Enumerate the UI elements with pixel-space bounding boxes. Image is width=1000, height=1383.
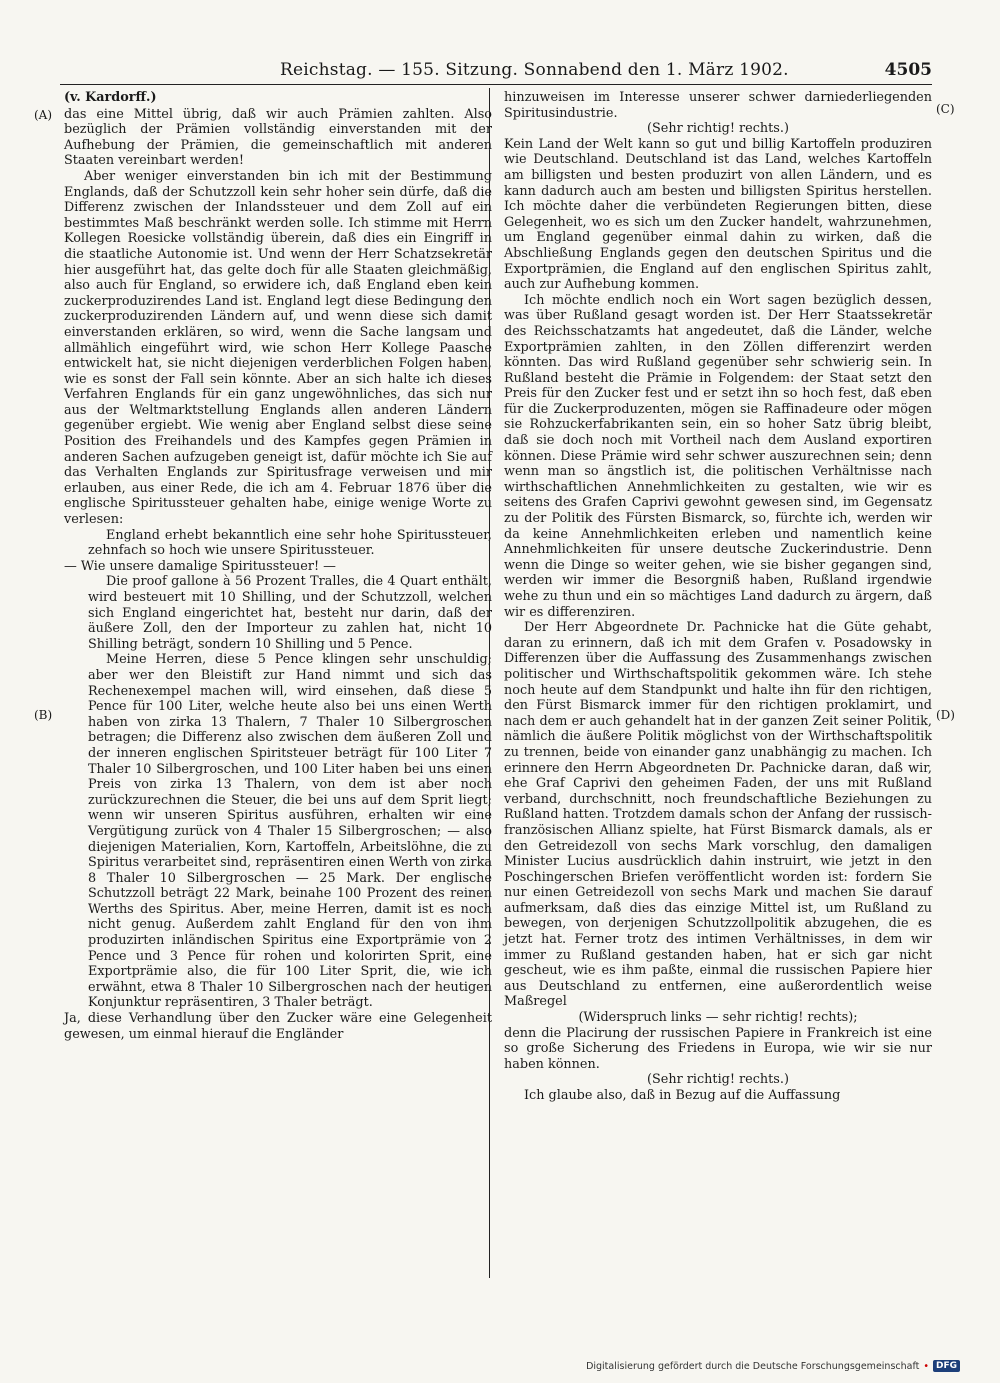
footer-text: Digitalisierung gefördert durch die Deutsche Forschungsgemeinschaft	[586, 1360, 920, 1372]
margin-marker-b: (B)	[34, 708, 53, 722]
dfg-logo: DFG	[933, 1360, 960, 1372]
footer-credit	[586, 1360, 960, 1372]
remark: (Widerspruch links — sehr richtig! rechts);	[578, 1010, 858, 1026]
right-column	[504, 90, 932, 1104]
page-title: Reichstag. — 155. Sitzung. Sonnabend den 1. März 1902.	[280, 60, 789, 80]
remark: (Sehr richtig! rechts.)	[647, 121, 789, 137]
paragraph: Kein Land der Welt kann so gut und billig Kartoffeln produziren wie Deutschland. Deutschland ist das Land, welches Kartoffeln am billigsten und besten produzirt von allen Ländern, und es kann dadurch auch am besten und billigsten Spiritus herstellen. Ich möchte daher die verbündeten Regierungen bitten, diese Gelegenheit, wo es sich um den Zucker handelt, wahrzunehmen, um England gegenüber einmal dahin zu wirken, daß die Abschließung Englands gegen den deutschen Spiritus und die Exportprämien, die England auf den englischen Spiritus zahlt, auch zur Aufhebung kommen.	[504, 136, 932, 293]
paragraph: Ich glaube also, daß in Bezug auf die Auffassung	[524, 1088, 841, 1103]
page-header	[60, 60, 932, 84]
remark: (Sehr richtig! rechts.)	[647, 1072, 789, 1088]
paragraph: Ja, diese Verhandlung über den Zucker wäre eine Gelegenheit gewesen, um einmal hierauf die Engländer	[64, 1011, 492, 1042]
paragraph: Ich möchte endlich noch ein Wort sagen bezüglich dessen, was über Rußland gesagt worden ist. Der Herr Staatssekretär des Reichsschatzamts hat angedeutet, daß die Länder, welche Exportprämien zahlten, in den Zöllen differenzirt werden könnten. Das wird Rußland gegenüber sehr schwierig sein. In Rußland besteht die Prämie in Folgendem: der Staat setzt den Preis für den Zucker fest und er setzt ihn so hoch fest, daß eben für die Zuckerproduzenten, mögen sie Raffinadeure oder mögen sie Rohzuckerfabrikanten sein, ein so hoher Satz übrig bleibt, daß sie doch noch mit Vortheil nach dem Ausland exportiren können. Diese Prämie wird sehr schwer auszurechnen sein; denn wenn man so ängstlich ist, die politischen Verhältnisse nach wirthschaftlichen Annehmlichkeiten zu gestalten, wie wir es seitens des Grafen Caprivi gewohnt gewesen sind, im Gegensatz zu der Politik des Fürsten Bismarck, so, fürchte ich, werden wir da keine Annehmlichkeiten erleben und namentlich keine Annehmlichkeiten für unsere deutsche Zuckerindustrie. Denn wenn die Dinge so weiter gehen, wie sie bisher gegangen sind, werden wir immer die Besorgniß haben, Rußland irgendwie wehe zu thun und ein so mächtiges Land dadurch zu ärgern, daß wir es differenziren.	[504, 292, 932, 620]
paragraph: denn die Placirung der russischen Papiere in Frankreich ist eine so große Sicherung des Friedens in Europa, wie wir sie nur haben können.	[504, 1025, 932, 1072]
paragraph: hinzuweisen im Interesse unserer schwer darniederliegenden Spiritusindustrie.	[504, 90, 932, 121]
page-number: 4505	[884, 60, 932, 80]
margin-marker-d: (D)	[936, 708, 955, 722]
header-rule	[60, 84, 932, 85]
margin-marker-c: (C)	[936, 102, 955, 116]
separator-dot: •	[923, 1360, 929, 1372]
margin-marker-a: (A)	[34, 108, 53, 122]
interjection: — Wie unsere damalige Spiritussteuer! —	[64, 558, 336, 574]
speaker-label: (v. Kardorff.)	[64, 90, 157, 105]
left-column	[64, 90, 492, 1042]
quotation: Meine Herren, diese 5 Pence klingen sehr unschuldig; aber wer den Bleistift zur Hand nimmt und sich das Rechenexempel machen will, wird einsehen, daß diese 5 Pence für 100 Liter, welche heute also bei uns einen Werth haben von zirka 13 Thalern, 7 Thaler 10 Silbergroschen betragen; die Differenz also zwischen dem äußeren Zoll und der inneren englischen Spiritsteuer beträgt für 100 Liter 7 Thaler 10 Silbergroschen, und 100 Liter haben bei uns einen Preis von zirka 13 Thalern, von dem ist aber noch zurückzurechnen die Steuer, die bei uns auf dem Sprit liegt; wenn wir unseren Spiritus ausführen, erhalten wir eine Vergütigung zurück von 4 Thaler 15 Silbergroschen; — also diejenigen Materialien, Korn, Kartoffeln, Arbeitslöhne, die zu Spiritus verarbeitet sind, repräsentiren einen Werth von zirka 8 Thaler 10 Silbergroschen — 25 Mark. Der englische Schutzzoll beträgt 22 Mark, beinahe 100 Prozent des reinen Werths des Spiritus. Aber, meine Herren, damit ist es noch nicht genug. Außerdem zahlt England für den von ihm produzirten inländischen Spiritus eine Exportprämie von 2 Pence und 3 Pence für rohen und kolorirten Sprit, eine Exportprämie also, die für 100 Liter Sprit, die, wie ich erwähnt, etwa 8 Thaler 10 Silbergroschen nach der heutigen Konjunktur repräsentiren, 3 Thaler beträgt.	[88, 652, 492, 1011]
paragraph: Aber weniger einverstanden bin ich mit der Bestimmung Englands, daß der Schutzzoll kein sehr hoher sein dürfe, daß die Differenz zwischen der Inlandssteuer und dem Zoll auf ein bestimmtes Maß beschränkt werden solle. Ich stimme mit Herrn Kollegen Roesicke vollständig überein, daß dies ein Eingriff in die staatliche Autonomie ist. Und wenn der Herr Schatzsekretär hier ausgeführt hat, das gelte doch für alle Staaten gleichmäßig, also auch für England, so erwidere ich, daß England eben kein zuckerproduzirendes Land ist. England legt diese Bedingung den zuckerproduzirenden Ländern auf, und wenn diese sich damit einverstanden erklären, so wird, wenn die Sache langsam und allmählich eingeführt wird, wie schon Herr Kollege Paasche entwickelt hat, sie nicht diejenigen verderblichen Folgen haben, wie es sonst der Fall sein könnte. Aber an sich halte ich dieses Verfahren Englands für ein ganz ungewöhnliches, das sich nur aus der Weltmarktstellung Englands allen anderen Ländern gegenüber ergiebt. Wie wenig aber England selbst diese seine Position des Freihandels und des Kampfes gegen Prämien in anderen Sachen aufzugeben geneigt ist, dafür möchte ich Sie auf das Verhalten Englands zur Spiritusfrage verweisen und mir erlauben, aus einer Rede, die ich am 4. Februar 1876 über die englische Spiritussteuer gehalten habe, einige wenige Worte zu verlesen:	[64, 168, 492, 528]
quotation: England erhebt bekanntlich eine sehr hohe Spiritussteuer, zehnfach so hoch wie unsere Spiritussteuer.	[88, 527, 492, 559]
paragraph: Der Herr Abgeordnete Dr. Pachnicke hat die Güte gehabt, daran zu erinnern, daß ich mit dem Grafen v. Posadowsky in Differenzen über die Auffassung des Zusammenhangs zwischen politischer und Wirthschaftspolitik gekommen wäre. Ich stehe noch heute auf dem Standpunkt und halte ihn für den richtigen, den Fürst Bismarck immer für den richtigen proklamirt, und nach dem er auch gehandelt hat in der ganzen Zeit seiner Politik, nämlich die äußere Politik möglichst von der Wirthschaftspolitik zu trennen, beide von einander ganz unabhängig zu machen. Ich erinnere den Herrn Abgeordneten Dr. Pachnicke daran, daß wir, ehe Graf Caprivi den geheimen Faden, der uns mit Rußland verband, durchschnitt, noch freundschaftliche Beziehungen zu Rußland hatten. Trotzdem damals schon der Anfang der russisch-französischen Allianz spielte, hat Fürst Bismarck damals, als er den Getreidezoll von sechs Mark vorschlug, den damaligen Minister Lucius ausdrücklich dahin instruirt, wie jetzt in den Poschingerschen Briefen veröffentlicht worden ist: fordern Sie nur einen Getreidezoll von sechs Mark und machen Sie darauf aufmerksam, daß dies das einzige Mittel ist, um Rußland zu bewegen, von derjenigen Schutzzollpolitik abzugehen, die es jetzt hat. Ferner trotz des intimen Verhältnisses, in dem wir immer zu Rußland gestanden haben, hat er sich gar nicht gescheut, wie es ihm paßte, einmal die russischen Papiere hier aus Deutschland zu entfernen, eine außerordentlich weise Maßregel	[504, 620, 932, 1010]
paragraph: das eine Mittel übrig, daß wir auch Prämien zahlten. Also bezüglich der Prämien vollständig einverstanden mit der Aufhebung der Prämien, die gemeinschaftlich mit anderen Staaten vereinbart werden!	[64, 106, 492, 169]
quotation: Die proof gallone à 56 Prozent Tralles, die 4 Quart enthält, wird besteuert mit 10 Shilling, und der Schutzzoll, welchen sich England eingerichtet hat, besteht nur darin, daß der äußere Zoll, den der Importeur zu zahlen hat, nicht 10 Shilling beträgt, sondern 10 Shilling und 5 Pence.	[88, 574, 492, 652]
